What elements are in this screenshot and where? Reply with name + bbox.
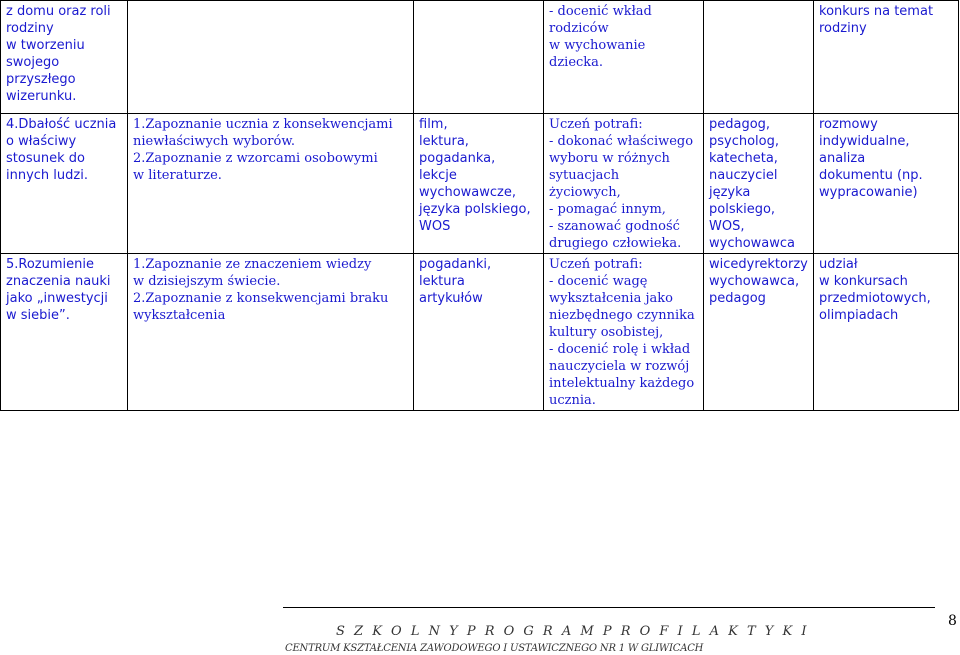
tasks-cell: [128, 1, 414, 114]
cell-line: polskiego,: [709, 202, 776, 217]
responsible-cell: [704, 1, 814, 114]
tasks-cell: [128, 254, 414, 411]
cell-line: wyboru w różnych: [549, 151, 670, 166]
school-name: CENTRUM KSZTAŁCENIA ZAWODOWEGO I USTAWICZNEGO NR 1 W GLIWICACH: [285, 643, 704, 654]
table-row: [1, 114, 959, 254]
cell-line: lektura: [419, 274, 465, 289]
cell-line: z domu oraz roli: [6, 4, 111, 19]
evaluation-cell: [814, 114, 959, 254]
cell-line: rozmowy: [819, 117, 878, 132]
cell-line: - dokonać właściwego: [549, 134, 694, 149]
cell-line: kultury osobistej,: [549, 325, 664, 340]
cell-line: przedmiotowych,: [819, 291, 931, 306]
forms-cell: [414, 1, 544, 114]
cell-line: 1.Zapoznanie ze znaczeniem wiedzy: [133, 257, 372, 272]
cell-line: - pomagać innym,: [549, 202, 666, 217]
cell-line: wychowawca: [709, 236, 796, 251]
cell-line: wizerunku.: [6, 89, 77, 104]
cell-line: dziecka.: [549, 55, 604, 70]
cell-line: wykształcenia: [133, 308, 226, 323]
cell-line: wypracowanie): [819, 185, 918, 200]
cell-line: - docenić wkład: [549, 4, 652, 19]
cell-line: psycholog,: [709, 134, 780, 149]
cell-line: intelektualny każdego: [549, 376, 695, 391]
cell-line: konkurs na temat: [819, 4, 934, 19]
cell-line: WOS: [419, 219, 451, 234]
cell-line: w tworzeniu: [6, 38, 85, 53]
cell-line: rodziców: [549, 21, 609, 36]
cell-line: - docenić wagę: [549, 274, 648, 289]
cell-line: nauczyciel: [709, 168, 778, 183]
cell-line: dokumentu (np.: [819, 168, 923, 183]
program-title: S Z K O L N Y P R O G R A M P R O F I L A K T Y K I: [336, 624, 809, 639]
cell-line: w literaturze.: [133, 168, 222, 183]
cell-line: 4.Dbałość ucznia: [6, 117, 117, 132]
cell-line: o właściwy: [6, 134, 77, 149]
cell-line: nauczyciela w rozwój: [549, 359, 690, 374]
cell-line: lektura,: [419, 134, 469, 149]
table-row: [1, 1, 959, 114]
cell-line: katecheta,: [709, 151, 778, 166]
cell-line: przyszłego: [6, 72, 76, 87]
cell-line: Uczeń potrafi:: [549, 117, 643, 132]
cell-line: wychowawca,: [709, 274, 800, 289]
goal-cell: [1, 114, 128, 254]
cell-line: pogadanka,: [419, 151, 496, 166]
evaluation-cell: [814, 1, 959, 114]
forms-cell: [414, 114, 544, 254]
cell-line: wicedyrektorzy: [709, 257, 808, 272]
cell-line: film,: [419, 117, 448, 132]
cell-line: 2.Zapoznanie z konsekwencjami braku: [133, 291, 389, 306]
cell-line: jako „inwestycji: [6, 291, 108, 306]
cell-line: wychowawcze,: [419, 185, 516, 200]
goal-cell: [1, 1, 128, 114]
cell-line: swojego: [6, 55, 60, 70]
responsible-cell: [704, 254, 814, 411]
cell-line: - docenić rolę i wkład: [549, 342, 691, 357]
cell-line: pedagog: [709, 291, 766, 306]
evaluation-cell: [814, 254, 959, 411]
cell-line: analiza: [819, 151, 866, 166]
cell-line: wykształcenia jako: [549, 291, 673, 306]
cell-line: 2.Zapoznanie z wzorcami osobowymi: [133, 151, 378, 166]
responsible-cell: [704, 114, 814, 254]
cell-line: pedagog,: [709, 117, 771, 132]
cell-line: olimpiadach: [819, 308, 899, 323]
cell-line: ucznia.: [549, 393, 596, 408]
cell-line: 1.Zapoznanie ucznia z konsekwencjami: [133, 117, 393, 132]
cell-line: artykułów: [419, 291, 483, 306]
forms-cell: [414, 254, 544, 411]
cell-line: języka: [709, 185, 751, 200]
cell-line: języka polskiego,: [419, 202, 531, 217]
cell-line: niezbędnego czynnika: [549, 308, 695, 323]
goal-cell: [1, 254, 128, 411]
cell-line: drugiego człowieka.: [549, 236, 682, 251]
footer-divider: [283, 607, 935, 608]
cell-line: niewłaściwych wyborów.: [133, 134, 296, 149]
cell-line: udział: [819, 257, 858, 272]
outcomes-cell: [544, 254, 704, 411]
cell-line: w wychowanie: [549, 38, 646, 53]
tasks-cell: [128, 114, 414, 254]
cell-line: rodziny: [6, 21, 54, 36]
cell-line: w dzisiejszym świecie.: [133, 274, 281, 289]
cell-line: innych ludzi.: [6, 168, 88, 183]
page-number: 8: [948, 613, 957, 629]
cell-line: stosunek do: [6, 151, 85, 166]
cell-line: - szanować godność: [549, 219, 680, 234]
cell-line: w konkursach: [819, 274, 908, 289]
cell-line: sytuacjach: [549, 168, 620, 183]
cell-line: WOS,: [709, 219, 745, 234]
cell-line: rodziny: [819, 21, 867, 36]
cell-line: w siebie”.: [6, 308, 70, 323]
cell-line: Uczeń potrafi:: [549, 257, 643, 272]
outcomes-cell: [544, 1, 704, 114]
cell-line: pogadanki,: [419, 257, 492, 272]
cell-line: 5.Rozumienie: [6, 257, 94, 272]
cell-line: indywidualne,: [819, 134, 910, 149]
cell-line: życiowych,: [549, 185, 621, 200]
cell-line: znaczenia nauki: [6, 274, 111, 289]
outcomes-cell: [544, 114, 704, 254]
table-row: [1, 254, 959, 411]
cell-line: lekcje: [419, 168, 457, 183]
